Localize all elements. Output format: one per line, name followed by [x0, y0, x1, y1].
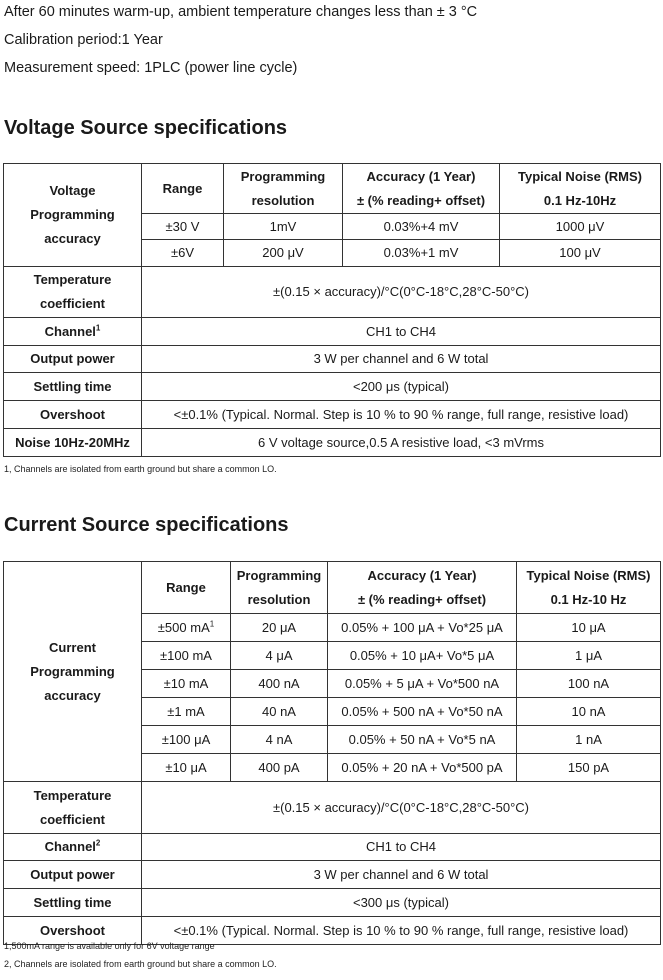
accuracy-cell: 0.05% + 500 nA + Vo*50 nA — [328, 698, 517, 726]
accuracy-cell: 0.05% + 50 nA + Vo*5 nA — [328, 726, 517, 754]
noise-cell: 1000 μV — [500, 214, 661, 240]
accuracy-cell: 0.05% + 10 μA+ Vo*5 μA — [328, 642, 517, 670]
power-value: 3 W per channel and 6 W total — [142, 346, 661, 373]
accuracy-cell: 0.03%+4 mV — [343, 214, 500, 240]
power-label: Output power — [4, 346, 142, 373]
current-spec-table — [3, 561, 661, 945]
power-label: Output power — [4, 861, 142, 889]
col-range: Range — [142, 164, 224, 214]
intro-speed: Measurement speed: 1PLC (power line cycle) — [4, 60, 298, 76]
intro-calibration: Calibration period:1 Year — [4, 32, 163, 48]
resolution-cell: 40 nA — [231, 698, 328, 726]
table-row — [4, 318, 661, 346]
table-row — [4, 782, 661, 834]
table-row — [4, 164, 661, 214]
resolution-cell: 20 μA — [231, 614, 328, 642]
overshoot-value: <±0.1% (Typical. Normal. Step is 10 % to 90 % range, full range, resistive load) — [142, 401, 661, 429]
col-noise: Typical Noise (RMS) 0.1 Hz-10Hz — [500, 164, 661, 214]
col-range: Range — [142, 562, 231, 614]
channel-value: CH1 to CH4 — [142, 318, 661, 346]
settling-label: Settling time — [4, 889, 142, 917]
resolution-cell: 4 nA — [231, 726, 328, 754]
power-value: 3 W per channel and 6 W total — [142, 861, 661, 889]
table-row — [4, 373, 661, 401]
voltage-row-label: Voltage Programming accuracy — [4, 164, 142, 267]
table-row — [4, 429, 661, 457]
current-row-label: Current Programming accuracy — [4, 562, 142, 782]
range-cell: ±10 mA — [142, 670, 231, 698]
overshoot-value: <±0.1% (Typical. Normal. Step is 10 % to 90 % range, full range, resistive load) — [142, 917, 661, 945]
noise-value: 6 V voltage source,0.5 A resistive load, <3 mVrms — [142, 429, 661, 457]
intro-warmup: After 60 minutes warm-up, ambient temperature changes less than ± 3 °C — [4, 4, 478, 20]
channel-label: Channel$^1$ — [4, 318, 142, 346]
range-cell: ±6V — [142, 240, 224, 267]
resolution-cell: 400 nA — [231, 670, 328, 698]
range-cell: ±500 $mA^1$ — [142, 614, 231, 642]
col-resolution: Programming resolution — [224, 164, 343, 214]
col-resolution: Programming resolution — [231, 562, 328, 614]
current-footnote-2: 2, Channels are isolated from earth ground but share a common LO. — [4, 959, 277, 969]
table-row — [4, 267, 661, 318]
overshoot-label: Overshoot — [4, 917, 142, 945]
noise-cell: 150 pA — [517, 754, 661, 782]
noise-cell: 100 μV — [500, 240, 661, 267]
temp-value: ±(0.15 × accuracy)/°C(0°C-18°C,28°C-50°C) — [142, 782, 661, 834]
accuracy-cell: 0.05% + 5 μA + Vo*500 nA — [328, 670, 517, 698]
table-row — [4, 346, 661, 373]
settling-value: <300 μs (typical) — [142, 889, 661, 917]
range-cell: ±30 V — [142, 214, 224, 240]
voltage-footnote: 1, Channels are isolated from earth ground but share a common LO. — [4, 464, 277, 474]
table-row — [4, 861, 661, 889]
col-noise: Typical Noise (RMS) 0.1 Hz-10 Hz — [517, 562, 661, 614]
channel-label: Channel$^2$ — [4, 834, 142, 861]
range-cell: ±100 mA — [142, 642, 231, 670]
accuracy-cell: 0.03%+1 mV — [343, 240, 500, 267]
current-footnote-1: 1,500mA range is available only for 6V voltage range — [4, 941, 215, 951]
noise-cell: 1 μA — [517, 642, 661, 670]
table-row — [4, 401, 661, 429]
noise-label: Noise 10Hz-20MHz — [4, 429, 142, 457]
resolution-cell: 4 μA — [231, 642, 328, 670]
col-accuracy: Accuracy (1 Year) ± (% reading+ offset) — [343, 164, 500, 214]
table-row — [4, 834, 661, 861]
range-cell: ±100 μA — [142, 726, 231, 754]
range-cell: ±1 mA — [142, 698, 231, 726]
overshoot-label: Overshoot — [4, 401, 142, 429]
col-accuracy: Accuracy (1 Year) ± (% reading+ offset) — [328, 562, 517, 614]
table-row — [4, 562, 661, 614]
noise-cell: 100 nA — [517, 670, 661, 698]
temp-value: ±(0.15 × accuracy)/°C(0°C-18°C,28°C-50°C) — [142, 267, 661, 318]
voltage-heading: Voltage Source specifications — [4, 117, 288, 139]
settling-label: Settling time — [4, 373, 142, 401]
table-row — [4, 889, 661, 917]
accuracy-cell: 0.05% + 100 μA + Vo*25 μA — [328, 614, 517, 642]
range-cell: ±10 μA — [142, 754, 231, 782]
settling-value: <200 μs (typical) — [142, 373, 661, 401]
resolution-cell: 1mV — [224, 214, 343, 240]
voltage-spec-table — [3, 163, 661, 457]
noise-cell: 1 nA — [517, 726, 661, 754]
current-heading: Current Source specifications — [4, 514, 289, 536]
temp-label: Temperature coefficient — [4, 267, 142, 318]
temp-label: Temperature coefficient — [4, 782, 142, 834]
resolution-cell: 400 pA — [231, 754, 328, 782]
accuracy-cell: 0.05% + 20 nA + Vo*500 pA — [328, 754, 517, 782]
channel-value: CH1 to CH4 — [142, 834, 661, 861]
resolution-cell: 200 μV — [224, 240, 343, 267]
noise-cell: 10 μA — [517, 614, 661, 642]
noise-cell: 10 nA — [517, 698, 661, 726]
